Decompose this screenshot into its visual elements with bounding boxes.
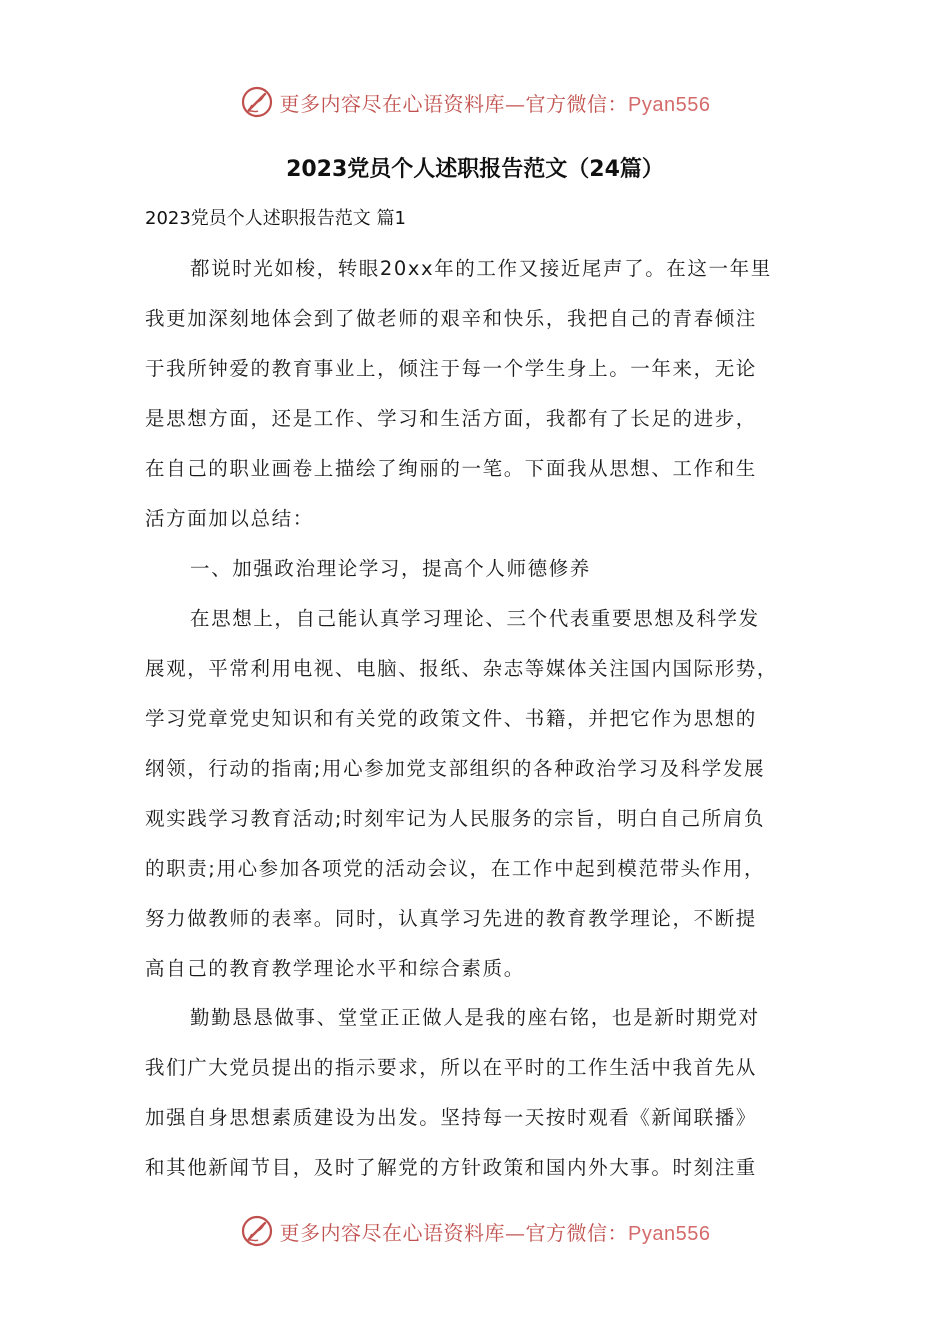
document-title: 2023党员个人述职报告范文（24篇） [286,157,664,182]
watermark-text [280,88,711,117]
text-line: 一、加强政治理论学习，提高个人师德修养 [190,557,591,580]
text-line: 努力做教师的表率。同时，认真学习先进的教育教学理论，不断提 [145,907,757,930]
watermark-contact: Pyan556 [628,93,711,116]
watermark-label: 更多内容尽在心语资料库—官方微信： [279,91,629,116]
watermark-header [0,80,950,124]
text-line: 展观，平常利用电视、电脑、报纸、杂志等媒体关注国内国际形势， [145,657,779,680]
text-line: 都说时光如梭，转眼20xx年的工作又接近尾声了。在这一年里 [190,257,772,280]
watermark-footer [0,1209,950,1253]
text-line: 我更加深刻地体会到了做老师的艰辛和快乐，我把自己的青春倾注 [145,307,757,330]
paragraph-1 [145,244,810,544]
text-line: 于我所钟爱的教育事业上，倾注于每一个学生身上。一年来，无论 [145,357,757,380]
section-heading: 2023党员个人述职报告范文 篇1 [145,208,406,229]
text-line: 高自己的教育教学理论水平和综合素质。 [145,957,525,980]
text-line: 我们广大党员提出的指示要求，所以在平时的工作生活中我首先从 [145,1056,757,1079]
quill-pen-logo-icon [240,1214,274,1248]
quill-pen-logo-icon [240,85,274,119]
watermark-contact: Pyan556 [628,1222,711,1245]
text-line: 是思想方面，还是工作、学习和生活方面，我都有了长足的进步， [145,407,757,430]
text-line: 加强自身思想素质建设为出发。坚持每一天按时观看《新闻联播》 [145,1106,757,1129]
watermark-text [280,1217,711,1246]
text-line: 的职责;用心参加各项党的活动会议，在工作中起到模范带头作用， [145,857,766,880]
text-line: 在思想上，自己能认真学习理论、三个代表重要思想及科学发 [190,607,760,630]
text-line: 和其他新闻节目，及时了解党的方针政策和国内外大事。时刻注重 [145,1156,757,1179]
paragraph-3 [145,993,810,1193]
text-line: 在自己的职业画卷上描绘了绚丽的一笔。下面我从思想、工作和生 [145,457,757,480]
subheading-1 [145,544,810,594]
text-line: 活方面加以总结： [145,507,314,530]
text-line: 纲领，行动的指南;用心参加党支部组织的各种政治学习及科学发展 [145,757,766,780]
paragraph-2 [145,594,810,994]
text-line: 学习党章党史知识和有关党的政策文件、书籍，并把它作为思想的 [145,707,757,730]
text-line: 勤勤恳恳做事、堂堂正正做人是我的座右铭，也是新时期党对 [190,1006,760,1029]
watermark-label: 更多内容尽在心语资料库—官方微信： [279,1220,629,1245]
text-line: 观实践学习教育活动;时刻牢记为人民服务的宗旨，明白自己所肩负 [145,807,766,830]
